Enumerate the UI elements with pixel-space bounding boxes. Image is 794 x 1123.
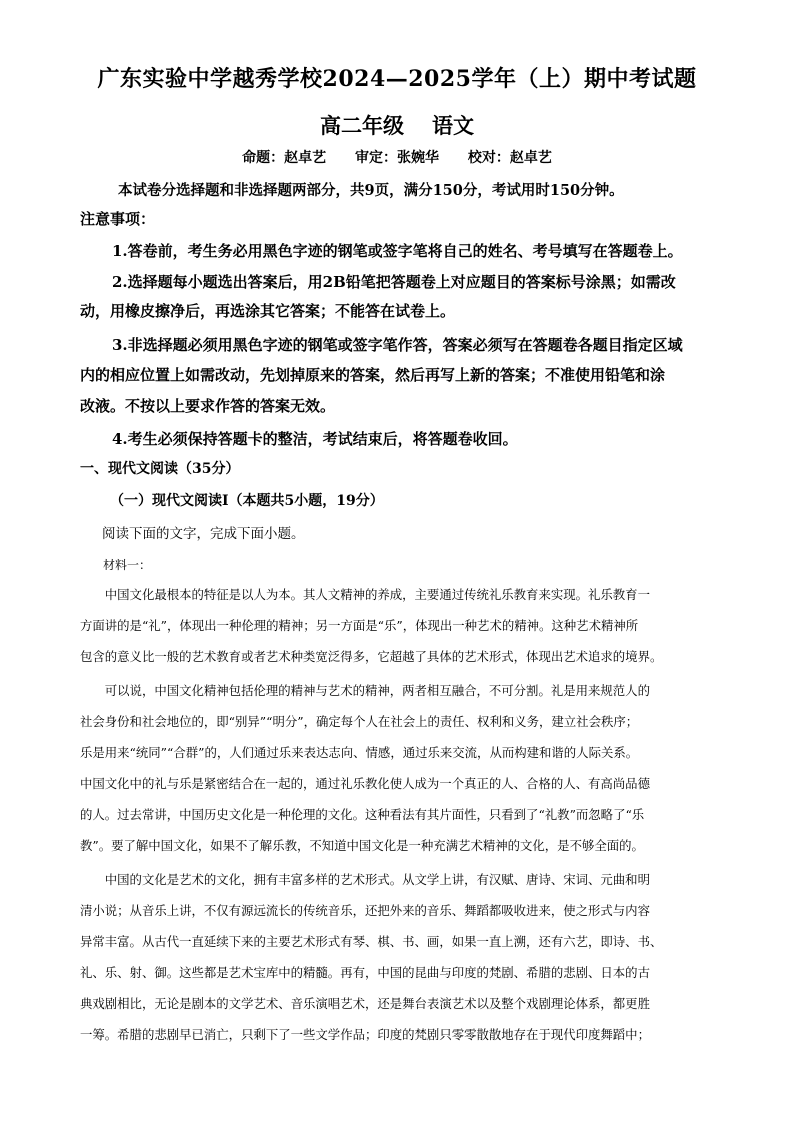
- grade-label: 高二年级: [320, 113, 404, 138]
- exam-intro: 本试卷分选择题和非选择题两部分，共9页，满分150分，考试用时150分钟。: [118, 182, 624, 199]
- passage-line: 可以说，中国文化精神包括伦理的精神与艺术的精神，两者相互融合，不可分割。礼是用来规范人的: [80, 683, 650, 698]
- passage-line: 礼、乐、射、御。这些都是艺术宝库中的精髓。再有，中国的昆曲与印度的梵剧、希腊的悲剧、日本的古: [80, 965, 650, 980]
- passage-line: 包含的意义比一般的艺术教育或者艺术种类宽泛得多，它超越了具体的艺术形式，体现出艺术追求的境界。: [80, 649, 663, 664]
- exam-subtitle: [0, 110, 794, 140]
- passage-line: 教”。要了解中国文化，如果不了解乐教，不知道中国文化是一种充满艺术精神的文化，是不够全面的。: [80, 838, 644, 853]
- passage-line: 社会身份和社会地位的，即“别异”“明分”，确定每个人在社会上的责任、权利和义务，建立社会秩序；: [80, 714, 639, 729]
- note-2-line-1: 2.选择题每小题选出答案后，用2B铅笔把答题卷上对应题目的答案标号涂黑；如需改: [112, 273, 676, 291]
- passage-line: 典戏剧相比，无论是剧本的文学艺术、音乐演唱艺术，还是舞台表演艺术以及整个戏剧理论体系，都更胜: [80, 996, 650, 1011]
- note-3-line-1: 3.非选择题必须用黑色字迹的钢笔或签字笔作答，答案必须写在答题卷各题目指定区域: [112, 336, 683, 354]
- note-1: 1.答卷前，考生务必用黑色字迹的钢笔或签字笔将自己的姓名、考号填写在答题卷上。: [112, 242, 683, 260]
- material-label: 材料一：: [103, 558, 152, 572]
- note-4: 4.考生必须保持答题卡的整洁，考试结束后，将答题卷收回。: [112, 430, 518, 448]
- role-reviewer: 审定：张婉华: [355, 150, 439, 166]
- passage-line: 方面讲的是“礼”，体现出一种伦理的精神；另一方面是“乐”，体现出一种艺术的精神。这种艺术精神所: [80, 618, 639, 633]
- role-setter: 命题：赵卓艺: [242, 150, 327, 166]
- subject-label: 语文: [432, 113, 474, 138]
- note-3-line-2: 内的相应位置上如需改动，先划掉原来的答案，然后再写上新的答案；不准使用铅笔和涂: [80, 366, 666, 384]
- passage-line: 中国文化中的礼与乐是紧密结合在一起的，通过礼乐教化使人成为一个真正的人、合格的人、有高尚品德: [80, 776, 650, 791]
- passage-line: 清小说；从音乐上讲，不仅有源远流长的传统音乐，还把外来的音乐、舞蹈都吸收进来，使之形式与内容: [80, 903, 650, 918]
- passage-line: 的人。过去常讲，中国历史文化是一种伦理的文化。这种看法有其片面性，只看到了“礼教”而忽略了“乐: [80, 807, 645, 822]
- passage-line: 中国的文化是艺术的文化，拥有丰富多样的艺术形式。从文学上讲，有汉赋、唐诗、宋词、元曲和明: [80, 872, 650, 887]
- passage-line: 中国文化最根本的特征是以人为本。其人文精神的养成，主要通过传统礼乐教育来实现。礼乐教育一: [80, 587, 650, 602]
- role-proofreader: 校对：赵卓艺: [467, 150, 552, 166]
- passage-line: 乐是用来“统同”“合群”的，人们通过乐来表达志向、情感，通过乐来交流，从而构建和谐的人际关系。: [80, 745, 639, 760]
- reading-instruction: 阅读下面的文字，完成下面小题。: [102, 526, 305, 541]
- notes-heading: 注意事项：: [80, 210, 156, 228]
- section-heading: 一、现代文阅读（35分）: [80, 461, 240, 477]
- staff-roles: [0, 147, 794, 167]
- note-3-line-3: 改液。不按以上要求作答的答案无效。: [80, 397, 336, 415]
- note-2-line-2: 动，用橡皮擦净后，再选涂其它答案；不能答在试卷上。: [80, 302, 456, 320]
- exam-title: 广东实验中学越秀学校2024—2025学年（上）期中考试题: [97, 66, 697, 92]
- passage-line: 一筹。希腊的悲剧早已消亡，只剩下了一些文学作品；印度的梵剧只零零散散地存在于现代印度舞蹈中；: [80, 1027, 650, 1042]
- passage-line: 异常丰富。从古代一直延续下来的主要艺术形式有琴、棋、书、画，如果一直上溯，还有六艺，即诗、书、: [80, 934, 663, 949]
- subsection-heading: （一）现代文阅读Ⅰ（本题共5小题，19分）: [110, 493, 384, 509]
